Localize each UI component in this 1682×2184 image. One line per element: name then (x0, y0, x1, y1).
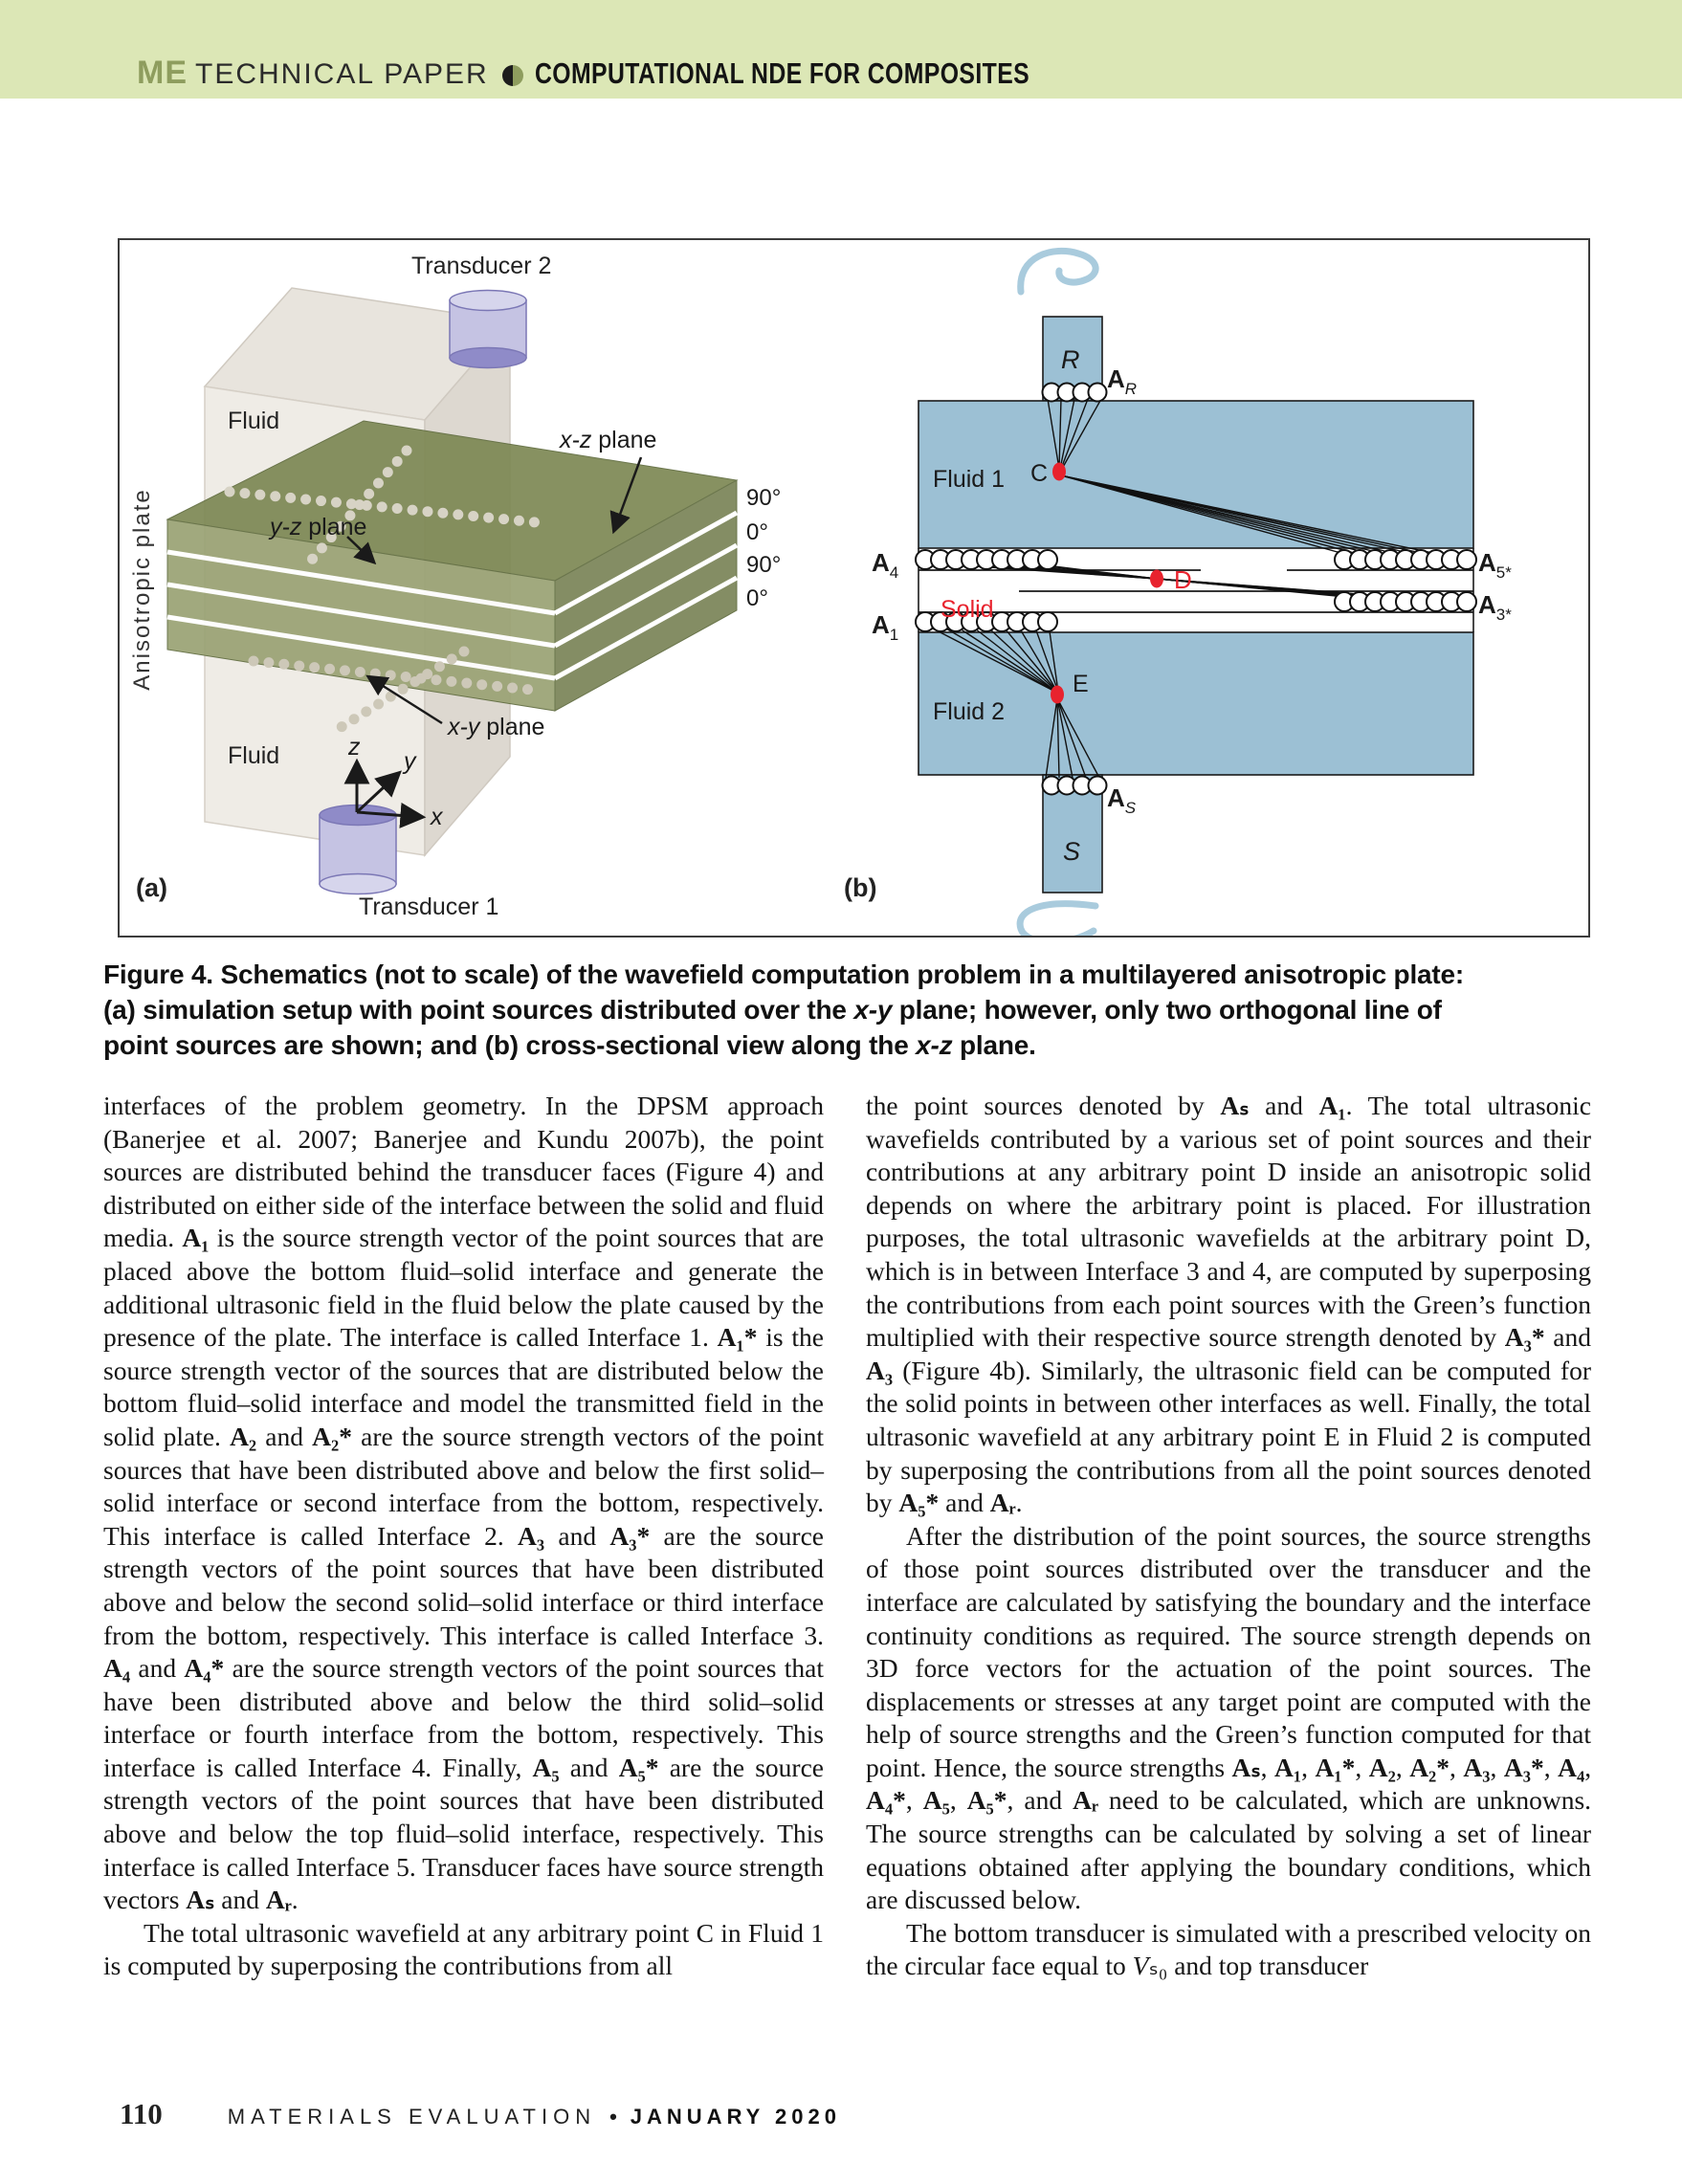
receiver-label: R (1061, 345, 1080, 374)
figure-4 (118, 238, 1590, 938)
fluid-bottom-label: Fluid (228, 742, 280, 769)
source-label: S (1063, 837, 1081, 866)
fluid-top-label: Fluid (228, 408, 280, 434)
body-paragraph: the point sources denoted by Aₛ and A₁. The total ultrasonic wavefields contributed by a various set of point sources and their contributions at any arbitrary point D inside an anisotropic solid depends on where the arbitrary point is placed. For illustration purposes, the total ultrasonic wavefields at the arbitrary point D, which is in between Interface 3 and 4, are computed by superposing the contributions from each point sources with the Green’s function multiplied with their respective source strength denoted by A₃* and A₃ (Figure 4b). Similarly, the ultrasonic field can be computed for the solid points in between other interfaces as well. Finally, the total ultrasonic wavefield at any arbitrary point E in Fluid 2 is computed by superposing the contributions from all the point sources denoted by A₅* and Aᵣ. (866, 1091, 1591, 1518)
header-band (0, 0, 1682, 99)
point-e-label: E (1073, 671, 1089, 697)
ar-label: AR (1107, 364, 1138, 398)
panel-b-schematic (866, 242, 1536, 938)
a5star-label: A5* (1478, 548, 1512, 582)
fluid2-label: Fluid 2 (933, 698, 1006, 725)
journal-name: MATERIALS EVALUATION (227, 2105, 597, 2129)
a4-label: A4 (872, 548, 899, 582)
svg-text:x: x (431, 804, 443, 830)
ply-angle-labels (746, 485, 781, 611)
body-column-right (866, 1090, 1591, 1983)
transducer-1-cylinder (320, 805, 396, 894)
source-cable-icon (1020, 904, 1096, 938)
body-paragraph: The total ultrasonic wavefield at any arbitrary point C in Fluid 1 is computed by superposing the contributions from all (103, 1917, 824, 1981)
svg-text:0°: 0° (746, 585, 768, 611)
transducer-1-label: Transducer 1 (359, 893, 499, 920)
body-paragraph: The bottom transducer is simulated with a prescribed velocity on the circular face equal to Vₛ₀ and top transducer (866, 1917, 1591, 1981)
body-paragraph: interfaces of the problem geometry. In the DPSM approach (Banerjee et al. 2007; Banerjee and Kundu 2007b), the point sources are distributed behind the transducer faces (Figure 4) and distributed on either side of the interface between the solid and fluid media. A₁ is the source strength vector of the point sources that are placed above the bottom fluid–solid interface and generate the additional ultrasonic field in the fluid below the plate caused by the presence of the plate. The interface is called Interface 1. A₁* is the source strength vector of the sources that are distributed below the bottom fluid–solid interface and model the transmitted field in the solid plate. A₂ and A₂* are the source strength vectors of the point sources that have been distributed above and below the first solid–solid interface or second interface from the bottom, respectively. This interface is called Interface 2. A₃ and A₃* are the source strength vectors of the point sources that have been distributed above and below the second solid–solid interface or third interface from the bottom, respectively. This interface is called Interface 3. A₄ and A₄* are the source strength vectors of the point sources that have been distributed above and below the third solid–solid interface or fourth interface from the bottom, respectively. This interface is called Interface 4. Finally, A₅ and A₅* are the source strength vectors of the point sources that have been distributed above and below the top fluid–solid interface, respectively. This interface is called Interface 5. Transducer faces have source strength vectors Aₛ and Aᵣ. (103, 1091, 824, 1915)
solid-label: Solid (941, 596, 994, 623)
panel-a-schematic (124, 245, 861, 938)
body-column-left (103, 1090, 824, 1983)
me-logo: ME (137, 55, 188, 91)
as-label: AS (1107, 783, 1137, 817)
a3star-label: A3* (1478, 590, 1512, 624)
body-paragraph: After the distribution of the point sources, the source strengths of those point sources distributed over the transducer and the interface are calculated by satisfying the boundary and the interface continuity conditions as required. The source strength depends on 3D force vectors for the actuation of the point sources. The displacements or stresses at any target point are computed with the help of source strengths and the Green’s function computed for that point. Hence, the source strengths Aₛ, A₁, A₁*, A₂, A₂*, A₃, A₃*, A₄, A₄*, A₅, A₅*, and Aᵣ need to be calculated, which are unknowns. The source strengths can be calculated by solving a set of linear equations obtained after applying the boundary conditions, which are discussed below. (866, 1520, 1592, 1915)
half-circle-icon (502, 65, 523, 86)
page-number: 110 (120, 2097, 163, 2130)
transducer-2-cylinder (450, 291, 526, 368)
xz-plane-label: x-z plane (560, 427, 657, 453)
point-d-label: D (1174, 565, 1192, 594)
header-topic: COMPUTATIONAL NDE FOR COMPOSITES (534, 56, 1029, 90)
issue-date: JANUARY 2020 (630, 2105, 841, 2129)
header (137, 55, 1153, 92)
xy-plane-label: x-y plane (448, 714, 545, 740)
bullet-separator-icon: • (609, 2105, 617, 2129)
panel-b-tag: (b) (844, 873, 877, 902)
anisotropic-plate-label: Anisotropic plate (129, 488, 155, 691)
svg-text:z: z (348, 734, 361, 761)
footer (120, 2097, 841, 2131)
receiver-cable-icon (1021, 251, 1096, 292)
figure-caption: Figure 4. Schematics (not to scale) of the wavefield computation problem in a multilayered anisotropic plate: (a) simulation setup with point sources distributed over the x-y plane; however, only two orthogonal line of point sources are shown; and (b) cross-sectional view along the x-z plane. (103, 960, 1465, 1060)
svg-text:90°: 90° (746, 552, 782, 578)
svg-text:0°: 0° (746, 519, 768, 545)
panel-a-tag: (a) (136, 873, 167, 902)
svg-text:90°: 90° (746, 485, 782, 511)
a1-label: A1 (872, 610, 899, 644)
svg-text:y: y (404, 748, 416, 775)
transducer-2-label: Transducer 2 (411, 253, 552, 279)
point-c-label: C (1030, 460, 1049, 487)
header-section-title: TECHNICAL PAPER (195, 58, 489, 90)
yz-plane-label: y-z plane (270, 514, 367, 540)
fluid1-label: Fluid 1 (933, 466, 1006, 493)
